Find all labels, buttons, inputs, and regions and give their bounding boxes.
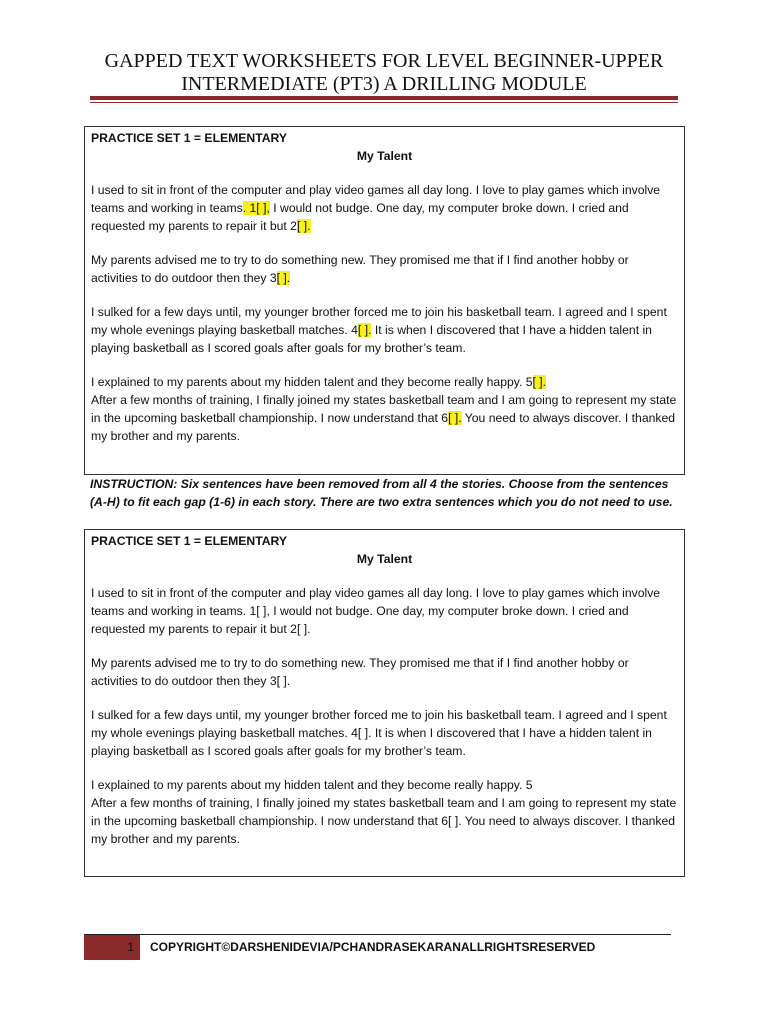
text-run: I sulked for a few days until, my younger brother forced me to join his basketball team. I agreed and I spent my whole evenings playing basketball matches. 4 (91, 305, 667, 337)
gap-3-highlight: [ ]. (276, 271, 291, 285)
paragraph-4a: I explained to my parents about my hidden talent and they become really happy. 5 (91, 778, 533, 792)
gap-1-highlight: . 1[ ], (242, 201, 270, 215)
paragraph-4 (91, 373, 678, 445)
practice-set-label: PRACTICE SET 1 = ELEMENTARY (91, 131, 288, 145)
gap-6-highlight: [ ]. (448, 411, 462, 425)
paragraph-2: My parents advised me to try to do something new. They promised me that if I find another hobby or activities to do outdoor then they 3[ ]. (91, 656, 629, 688)
paragraph-3: I sulked for a few days until, my younger brother forced me to join his basketball team. I agreed and I spent my whole evenings playing basketball matches. 4[ ]. It is when I discovered that I have a hidden talent in playing basketball as I scored goals after goals for my brother’s team. (91, 708, 667, 758)
document-title (0, 50, 768, 96)
text-run: It is when I discovered that I have a hidden talent in playing basketball as I scored goals after goals for my brother’s team. (91, 323, 652, 355)
story-title: My Talent (356, 149, 413, 163)
instruction-text: INSTRUCTION: Six sentences have been removed from all 4 the stories. Choose from the sentences (A-H) to fit each gap (1-6) in each story. There are two extra sentences which you do not need to use. (90, 477, 673, 509)
title-line-1: GAPPED TEXT WORKSHEETS FOR LEVEL BEGINNER-UPPER (104, 50, 664, 72)
text-run: You need to always discover. I thanked my brother and my parents. (91, 411, 676, 443)
title-rule-thick (90, 96, 678, 100)
gap-2-highlight: [ ]. (296, 219, 311, 233)
text-run: I used to sit in front of the computer and play video games all day long. I love to play games which involve teams and working in teams (91, 183, 661, 215)
title-line-2: INTERMEDIATE (PT3) A DRILLING MODULE (181, 73, 587, 95)
footer-page-number: 1 (84, 935, 140, 960)
text-run: After a few months of training, I finally joined my states basketball team and I am going to represent my state in the upcoming basketball championship. I now understand that 6 (91, 393, 677, 425)
worksheet-box-plain (84, 529, 685, 877)
gap-5-highlight: [ ]. (532, 375, 547, 389)
paragraph-1: I used to sit in front of the computer and play video games all day long. I love to play games which involve teams and working in teams. 1[ ], I would not budge. One day, my computer broke down. I cried and requested my parents to repair it but 2[ ]. (91, 586, 661, 636)
paragraph-2 (91, 251, 678, 287)
text-run: I explained to my parents about my hidden talent and they become really happy. 5 (91, 375, 533, 389)
paragraph-4b: After a few months of training, I finally joined my states basketball team and I am going to represent my state in the upcoming basketball championship. I now understand that 6[ ]. You need to always discover. I thanked my brother and my parents. (91, 796, 677, 846)
practice-set-label: PRACTICE SET 1 = ELEMENTARY (91, 534, 288, 548)
text-run: My parents advised me to try to do something new. They promised me that if I find another hobby or activities to do outdoor then they 3 (91, 253, 629, 285)
paragraph-3 (91, 303, 678, 357)
worksheet-box-highlighted (84, 126, 685, 475)
story-title: My Talent (356, 552, 413, 566)
paragraph-1 (91, 181, 678, 235)
footer-copyright: COPYRIGHT©DARSHENIDEVIA/PCHANDRASEKARANALLRIGHTSRESERVED (150, 940, 596, 954)
title-rule-thin (90, 102, 678, 103)
gap-4-highlight: [ ]. (357, 323, 372, 337)
text-run: I would not budge. One day, my computer broke down. I cried and requested my parents to repair it but 2 (91, 201, 629, 233)
